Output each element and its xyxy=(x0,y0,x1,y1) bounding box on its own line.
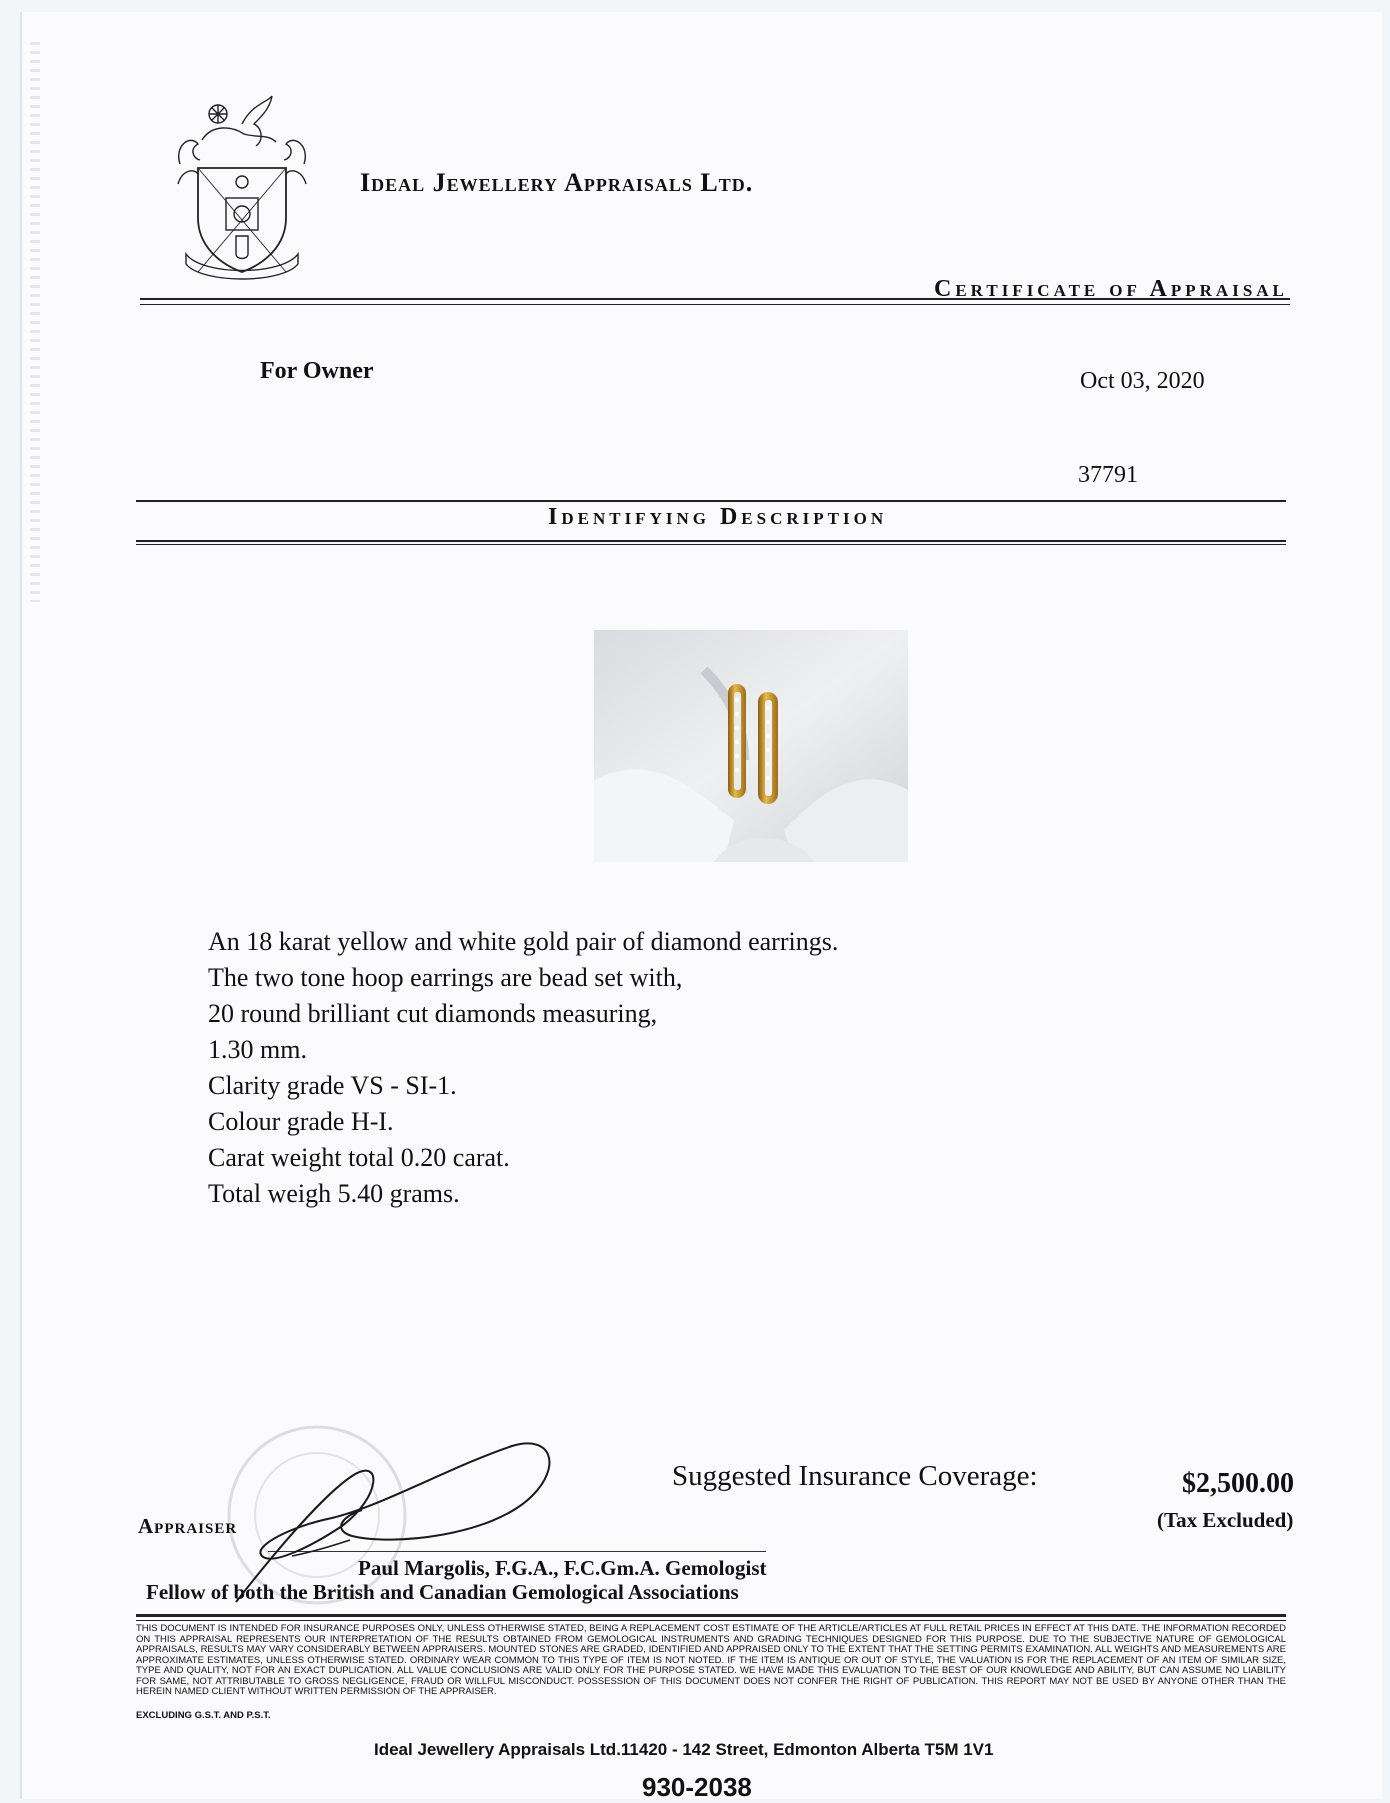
item-description xyxy=(208,924,838,1212)
disclaimer-rule-thick xyxy=(136,1614,1286,1617)
appraiser-name: Paul Margolis, F.G.A., F.C.Gm.A. Gemologist xyxy=(358,1556,767,1580)
certificate-title: Certificate of Appraisal xyxy=(934,276,1288,302)
section-rule-middle xyxy=(136,540,1286,542)
header-rule-thick xyxy=(140,298,1290,300)
appraiser-label: Appraiser xyxy=(138,1514,238,1538)
disclaimer-rule-thin xyxy=(136,1620,1286,1621)
description-line: Carat weight total 0.20 carat. xyxy=(208,1143,510,1172)
company-phone: 930-2038 xyxy=(642,1772,752,1802)
coat-of-arms-icon xyxy=(172,94,312,284)
company-name: Ideal Jewellery Appraisals Ltd. xyxy=(360,168,754,197)
description-line: 1.30 mm. xyxy=(208,1035,307,1064)
description-line: Colour grade H-I. xyxy=(208,1107,394,1136)
section-title: Identifying Description xyxy=(548,504,888,530)
tax-excluded-note: (Tax Excluded) xyxy=(1157,1508,1294,1532)
section-rule-bottom xyxy=(136,544,1286,545)
owner-label: For Owner xyxy=(260,358,374,384)
description-line: An 18 karat yellow and white gold pair of diamond earrings. xyxy=(208,927,839,956)
appraisal-number: 37791 xyxy=(1078,462,1138,488)
appraiser-credentials: Fellow of both the British and Canadian Gemological Associations xyxy=(146,1580,739,1604)
description-line: Total weigh 5.40 grams. xyxy=(208,1179,460,1208)
binder-holes-decoration xyxy=(30,42,40,602)
appraisal-date: Oct 03, 2020 xyxy=(1080,368,1205,394)
description-line: 20 round brilliant cut diamonds measuring, xyxy=(208,999,658,1028)
header-rule-thin xyxy=(140,304,1290,305)
coverage-label: Suggested Insurance Coverage: xyxy=(672,1460,1038,1492)
company-address: Ideal Jewellery Appraisals Ltd.11420 - 142 Street, Edmonton Alberta T5M 1V1 xyxy=(374,1740,994,1759)
description-line: The two tone hoop earrings are bead set with, xyxy=(208,963,683,992)
legal-disclaimer: THIS DOCUMENT IS INTENDED FOR INSURANCE PURPOSES ONLY, UNLESS OTHERWISE STATED, BEING A REPLACEMENT COST ESTIMATE OF THE ARTICLE/ARTICLES AT FULL RETAIL PRICES IN EFFECT AT THIS DATE. THE INFORMATION RECORDED ON THIS APPRAISAL REPRESENTS OUR INTERPRETATION OF THE RESULTS OBTAINED FROM GEMOLOGICAL INSTRUMENTS AND GRADING TECHNIQUES DESIGNED FOR THIS PURPOSE. DUE TO THE SUBJECTIVE NATURE OF GEMOLOGICAL APPRAISALS, RESULTS MAY VARY CONSIDERABLY BETWEEN APPRAISERS. MOUNTED STONES ARE GRADED, IDENTIFIED AND APPRAISED ONLY TO THE EXTENT THAT THE SETTING PERMITS EXAMINATION. ALL WEIGHTS AND MEASUREMENTS ARE APPROXIMATE ESTIMATES, UNLESS OTHERWISE STATED. ORDINARY WEAR COMMON TO THIS TYPE OF ITEM IS NOT NOTED. IF THE ITEM IS ANTIQUE OR OUT OF STYLE, THE VALUATION IS FOR THE REPLACEMENT OF AN ITEM OF SIMILAR SIZE, TYPE AND QUALITY, NOT FOR AN EXACT DUPLICATION. ALL VALUE CONCLUSIONS ARE VALID ONLY FOR THE PURPOSE STATED. WE HAVE MADE THIS EVALUATION TO THE BEST OF OUR KNOWLEDGE AND ABILITY, BUT CAN ASSUME NO LIABILITY FOR SAME, NOT ATTRIBUTABLE TO GROSS NEGLIGENCE, FRAUD OR WILLFUL MISCONDUCT. POSSESSION OF THIS DOCUMENT DOES NOT CONFER THE RIGHT OF PUBLICATION. THIS REPORT MAY NOT BE USED BY ANYONE OTHER THAN THE HEREIN NAMED CLIENT WITHOUT WRITTEN PERMISSION OF THE APPRAISER. xyxy=(136,1623,1286,1697)
section-rule-top xyxy=(136,500,1286,502)
certificate-page xyxy=(22,12,1382,1802)
tax-exclusion-note: EXCLUDING G.S.T. AND P.S.T. xyxy=(136,1710,271,1721)
description-line: Clarity grade VS - SI-1. xyxy=(208,1071,457,1100)
coverage-value: $2,500.00 xyxy=(1182,1468,1294,1499)
earrings-photo xyxy=(594,630,908,862)
